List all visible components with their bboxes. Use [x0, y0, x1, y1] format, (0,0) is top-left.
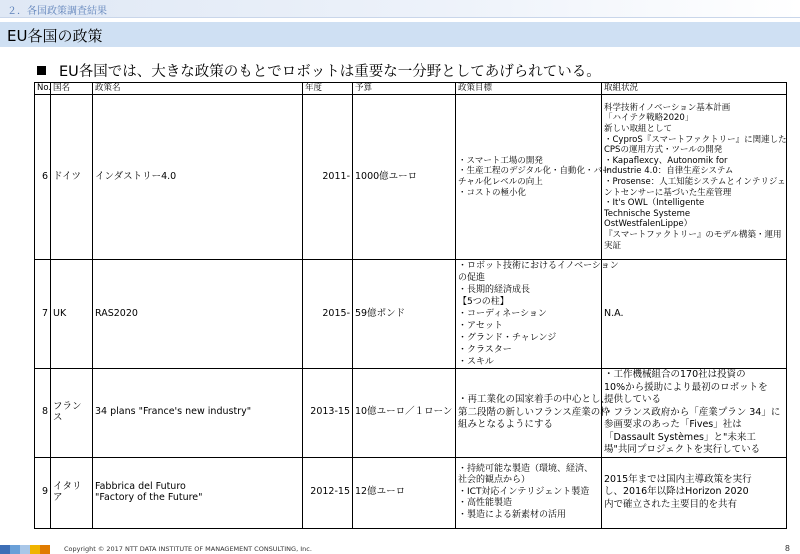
goal-line: ・コストの極小化 [458, 187, 527, 198]
footer-color-block [20, 545, 30, 554]
header-year: 年度 [303, 83, 353, 95]
goal-line: ・生産工程のデジタル化・自動化・バー [458, 166, 611, 177]
cell-country: UK [51, 260, 93, 369]
cell-goals [456, 95, 611, 260]
cell-status [602, 457, 787, 528]
goal-line: ・グランド・チャレンジ [458, 333, 557, 343]
table-row [35, 95, 787, 260]
cell-year: 2015- [303, 260, 353, 369]
cell-status [602, 260, 787, 369]
footer-color-block [30, 545, 40, 554]
cell-country: イタリア [51, 457, 93, 528]
footer-color-strip [0, 545, 60, 554]
goal-line: 【5つの柱】 [458, 297, 509, 307]
goal-line: ・ロボット技術におけるイノベーション [458, 261, 619, 271]
goal-line: ・長期的経済成長 [458, 285, 531, 295]
status-line: 「Dassault Systèmes」と"未来工 [604, 431, 756, 443]
goal-line: ・スキル [458, 357, 494, 367]
footer-color-block [0, 545, 10, 554]
cell-year: 2011- [303, 95, 353, 260]
cell-status [602, 369, 787, 458]
status-line: 実証 [604, 240, 622, 251]
footer-color-block [40, 545, 50, 554]
status-line: ・工作機械組合の170社は投資の [604, 369, 746, 380]
lead-statement [37, 60, 601, 81]
cell-year: 2013-15 [303, 369, 353, 458]
status-line: 内で確立された主要目的を共有 [604, 498, 738, 510]
cell-no: 8 [35, 369, 51, 458]
goal-line: 組みとなるようにする [458, 419, 554, 430]
slide-title: EU各国の政策 [7, 27, 103, 45]
table-header-row [35, 83, 787, 95]
goal-line: チャル化レベルの向上 [458, 177, 543, 187]
status-line: し、2016年以降はHorizon 2020 [604, 486, 749, 498]
header-no: No. [35, 83, 51, 95]
status-line: Technische Systeme [604, 208, 691, 219]
cell-policy: RAS2020 [93, 260, 303, 369]
status-line: N.A. [604, 307, 624, 319]
cell-year: 2012-15 [303, 457, 353, 528]
policy-text: Fabbrica del Futuro "Factory of the Future" [95, 480, 203, 503]
slide-title-bar [0, 22, 800, 47]
status-line: ントセンサーに基づいた生産管理 [604, 187, 732, 198]
status-line: 提供している [604, 394, 662, 405]
cell-no: 6 [35, 95, 51, 260]
cell-status [602, 95, 787, 260]
cell-goals [456, 369, 611, 458]
cell-budget: 59億ポンド [353, 260, 456, 369]
goal-line: ・再工業化の国家着手の中心とし、 [458, 394, 611, 405]
cell-country: ドイツ [51, 95, 93, 260]
copyright-text: Copyright © 2017 NTT DATA INSTITUTE OF MANAGEMENT CONSULTING, Inc. [64, 545, 312, 553]
section-header-bar [0, 0, 800, 18]
cell-no: 9 [35, 457, 51, 528]
goal-line: ・クラスター [458, 345, 512, 355]
header-status: 取組状況 [602, 83, 787, 95]
header-budget: 予算 [353, 83, 456, 95]
cell-policy: 34 plans "France's new industry" [93, 369, 303, 458]
status-line: 科学技術イノベーション基本計画 [604, 102, 731, 113]
cell-goals [456, 457, 602, 528]
cell-no: 7 [35, 260, 51, 369]
cell-policy: インダストリー4.0 [93, 95, 303, 260]
policy-table [34, 82, 787, 529]
status-line: Industrie 4.0：自律生産システム [604, 166, 734, 177]
page-number: 8 [784, 544, 790, 553]
goal-line: 社会的観点から） [458, 475, 531, 486]
status-line: 場"共同プロジェクトを実行している [604, 444, 761, 455]
goal-line: ・スマート工場の開発 [458, 155, 543, 166]
section-header-text: ２．各国政策調査結果 [7, 6, 107, 17]
goal-line: ・ICT対応インテリジェント製造 [458, 486, 590, 497]
goal-line: の促進 [458, 273, 486, 283]
goal-line: ・高性能製造 [458, 498, 513, 509]
header-policy: 政策名 [93, 83, 303, 95]
status-line: ・Kapaflexcy、Autonomik for [604, 155, 728, 166]
cell-budget: 12億ユーロ [353, 457, 456, 528]
goal-line: ・コーディネーション [458, 309, 547, 319]
goal-line: ・アセット [458, 321, 503, 331]
status-line: 新しい取組として [604, 124, 673, 135]
status-line: ・It's OWL（Intelligente [604, 198, 705, 209]
header-country: 国名 [51, 83, 93, 95]
status-line: ・フランス政府から「産業プラン 34」に [604, 406, 781, 418]
status-line: ・Prosense：人工知能システムとインテリジェ [604, 177, 786, 187]
table-row [35, 260, 787, 369]
status-line: 参画要求のあった「Fives」社は [604, 419, 742, 430]
goal-line: ・製造による新素材の活用 [458, 509, 567, 520]
status-line: OstWestfalenLippe） [604, 219, 693, 230]
lead-text: EU各国では、大きな政策のもとでロボットは重要な一分野としてあげられている。 [59, 64, 601, 80]
table-row [35, 369, 787, 458]
goal-line: ・持続可能な製造（環境、経済、 [458, 463, 594, 474]
goal-line: 第二段階の新しいフランス産業の枠 [458, 406, 610, 418]
status-line: CPSの運用方式・ツールの開発 [604, 145, 723, 156]
cell-policy [93, 457, 303, 528]
status-line: 2015年までは国内主導政策を実行 [604, 473, 752, 485]
status-line: 「ハイテク戦略2020」 [604, 113, 694, 124]
cell-budget: 1000億ユーロ [353, 95, 456, 260]
status-line: 『スマートファクトリー』のモデル構築・運用 [604, 229, 782, 240]
status-line: ・CyproS『スマートファクトリー』に関連した [604, 134, 787, 145]
square-bullet-icon [37, 66, 46, 75]
budget-text: 10億ユーロ／１ローン [355, 406, 453, 418]
cell-budget [353, 369, 456, 458]
status-line: 10%から援助により最初のロボットを [604, 381, 768, 393]
cell-country: フランス [51, 369, 93, 458]
footer-color-block [10, 545, 20, 554]
table-row [35, 457, 787, 528]
header-goals: 政策目標 [456, 83, 602, 95]
